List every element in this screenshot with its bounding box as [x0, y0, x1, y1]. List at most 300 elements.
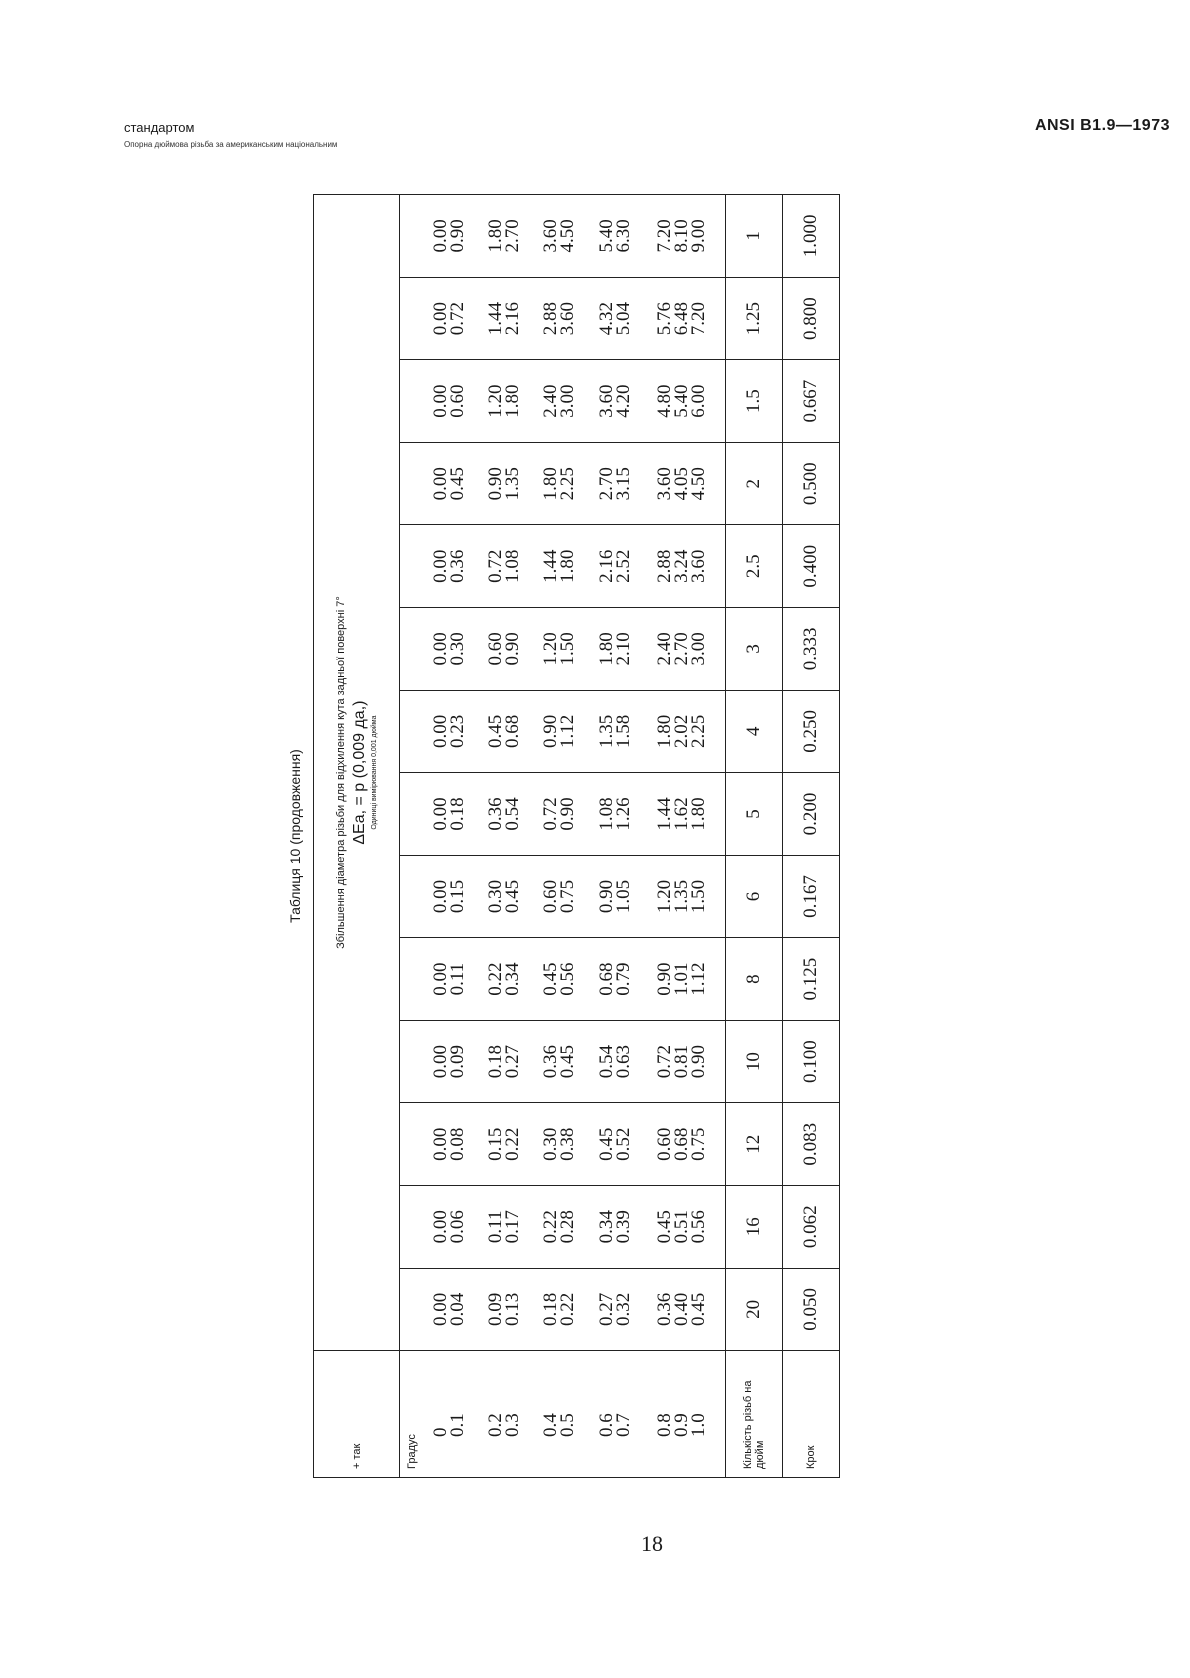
value: 0.52 — [612, 1127, 634, 1161]
value: 1.26 — [612, 797, 634, 831]
value: 1.35 — [502, 467, 524, 501]
value: 4.32 — [595, 301, 617, 336]
value: 0.34 — [595, 1210, 617, 1244]
spacer-cell — [717, 1186, 726, 1269]
value-cell — [536, 690, 583, 773]
threads-value: 2 — [726, 442, 783, 525]
spacer-cell — [400, 773, 426, 856]
value: 0.90 — [654, 962, 676, 996]
degree-value: 0.1 — [447, 1413, 469, 1437]
degree-value: 0 — [430, 1427, 452, 1437]
spacer-cell — [583, 938, 591, 1021]
value: 8.10 — [671, 219, 693, 253]
value: 1.08 — [595, 797, 617, 831]
page-number: 18 — [641, 1531, 663, 1556]
value: 0.38 — [557, 1127, 579, 1161]
value: 3.60 — [540, 219, 562, 253]
value: 1.62 — [671, 797, 693, 831]
value-cell — [591, 277, 638, 360]
spacer-cell — [528, 1351, 536, 1478]
spacer-cell — [583, 442, 591, 525]
degree-cell — [426, 1351, 473, 1478]
value-cell — [591, 690, 638, 773]
value: 6.48 — [671, 301, 693, 336]
value: 0.60 — [540, 879, 562, 914]
spacer-cell — [717, 773, 726, 856]
value: 1.80 — [502, 384, 524, 418]
spacer-cell — [583, 690, 591, 773]
value: 0.15 — [447, 879, 469, 914]
degree-value: 1.0 — [688, 1413, 710, 1437]
value: 1.08 — [502, 549, 524, 583]
value: 0.90 — [540, 714, 562, 749]
value-cell — [426, 1103, 473, 1186]
value: 0.00 — [430, 1292, 452, 1326]
value-cell — [646, 938, 717, 1021]
spacer-cell — [400, 1103, 426, 1186]
value: 5.04 — [612, 301, 634, 336]
spacer-cell — [583, 608, 591, 691]
value: 2.52 — [612, 549, 634, 583]
value: 0.34 — [502, 962, 524, 996]
value: 1.12 — [557, 714, 579, 749]
value-cell — [591, 1020, 638, 1103]
spacer-cell — [717, 195, 726, 278]
spacer-cell — [400, 360, 426, 443]
spacer-cell — [717, 1268, 726, 1351]
value: 1.80 — [688, 797, 710, 831]
value: 2.40 — [654, 632, 676, 666]
spacer-cell — [473, 938, 481, 1021]
value: 0.45 — [595, 1127, 617, 1161]
table-caption: Таблиця 10 (продовження) — [287, 749, 303, 923]
value-cell — [591, 195, 638, 278]
value: 0.75 — [688, 1127, 710, 1161]
pitch-row — [783, 195, 840, 1478]
value: 0.36 — [654, 1292, 676, 1326]
value: 1.44 — [485, 301, 507, 336]
value: 3.60 — [557, 301, 579, 336]
value: 0.00 — [430, 549, 452, 583]
spacer-cell — [717, 277, 726, 360]
spacer-cell — [717, 442, 726, 525]
spacer-cell — [717, 1103, 726, 1186]
value: 0.22 — [485, 962, 507, 996]
spacer-cell — [717, 1351, 726, 1478]
value: 0.06 — [447, 1210, 469, 1244]
value-cell — [426, 1186, 473, 1269]
spacer-cell — [528, 277, 536, 360]
value: 1.35 — [671, 879, 693, 914]
value: 0.00 — [430, 1210, 452, 1244]
value: 0.00 — [430, 384, 452, 418]
spacer-cell — [400, 1186, 426, 1269]
pitch-value: 0.062 — [783, 1186, 840, 1269]
spacer-cell — [528, 360, 536, 443]
value: 0.72 — [654, 1045, 676, 1079]
value-cell — [646, 773, 717, 856]
spacer-cell — [400, 442, 426, 525]
value-cell — [481, 690, 528, 773]
threads-label: Кількість різьб на дюйм — [726, 1351, 783, 1478]
spacer-cell — [528, 525, 536, 608]
value: 0.00 — [430, 1045, 452, 1079]
value-cell — [481, 608, 528, 691]
value: 0.51 — [671, 1210, 693, 1244]
spacer-cell — [638, 773, 646, 856]
main-header-units: Одиниці вимірювання 0,001 дюйма — [371, 715, 378, 830]
value-cell — [536, 855, 583, 938]
value-cell — [426, 938, 473, 1021]
value-cell — [646, 1186, 717, 1269]
threads-value: 2.5 — [726, 525, 783, 608]
degree-value: 0.9 — [671, 1413, 693, 1437]
value-cell — [481, 1268, 528, 1351]
pitch-value: 0.050 — [783, 1268, 840, 1351]
value: 0.00 — [430, 467, 452, 501]
degree-group-row — [426, 195, 473, 1478]
degree-value: 0.4 — [540, 1413, 562, 1437]
degree-value: 0.2 — [485, 1413, 507, 1437]
value: 1.80 — [485, 219, 507, 253]
spacer-cell — [638, 195, 646, 278]
value: 0.90 — [557, 797, 579, 831]
value: 3.15 — [612, 467, 634, 501]
value-cell — [591, 773, 638, 856]
value-cell — [536, 608, 583, 691]
degree-value: 0.7 — [612, 1413, 634, 1437]
value: 5.76 — [654, 301, 676, 336]
value: 0.30 — [447, 632, 469, 666]
value-cell — [646, 608, 717, 691]
spacer-cell — [528, 195, 536, 278]
threads-value: 4 — [726, 690, 783, 773]
spacer-cell — [638, 938, 646, 1021]
value-cell — [481, 1020, 528, 1103]
value: 1.80 — [557, 549, 579, 583]
value-cell — [426, 1268, 473, 1351]
value-cell — [426, 442, 473, 525]
value: 0.36 — [485, 797, 507, 831]
value: 0.00 — [430, 962, 452, 996]
spacer-cell — [473, 773, 481, 856]
value: 2.25 — [688, 714, 710, 749]
value-cell — [536, 1103, 583, 1186]
value: 0.54 — [595, 1045, 617, 1079]
value: 1.58 — [612, 714, 634, 749]
spacer-cell — [717, 360, 726, 443]
value: 2.40 — [540, 384, 562, 418]
value: 0.79 — [612, 962, 634, 996]
value-cell — [646, 690, 717, 773]
degree-cell — [536, 1351, 583, 1478]
threads-value: 20 — [726, 1268, 783, 1351]
value-cell — [591, 360, 638, 443]
value-cell — [481, 360, 528, 443]
value: 0.00 — [430, 219, 452, 253]
value-cell — [591, 608, 638, 691]
value: 0.60 — [485, 632, 507, 666]
spacer-cell — [583, 1020, 591, 1103]
pitch-value: 0.100 — [783, 1020, 840, 1103]
value-cell — [536, 525, 583, 608]
value-cell — [426, 773, 473, 856]
threads-value: 3 — [726, 608, 783, 691]
value: 0.13 — [502, 1292, 524, 1326]
spacer-cell — [400, 690, 426, 773]
value: 0.40 — [671, 1292, 693, 1326]
value-cell — [426, 690, 473, 773]
value: 0.22 — [557, 1292, 579, 1326]
value-cell — [481, 195, 528, 278]
degree-value: 0.6 — [595, 1413, 617, 1437]
value: 0.68 — [502, 714, 524, 749]
value-cell — [536, 773, 583, 856]
value: 0.60 — [654, 1127, 676, 1161]
value: 0.00 — [430, 301, 452, 336]
value: 0.18 — [540, 1292, 562, 1326]
standard-code: ANSI B1.9—1973 — [1034, 117, 1170, 134]
value-cell — [536, 1186, 583, 1269]
value: 4.50 — [557, 219, 579, 253]
spacer-cell — [473, 525, 481, 608]
value: 0.18 — [447, 797, 469, 831]
pitch-value: 0.667 — [783, 360, 840, 443]
value: 0.72 — [540, 797, 562, 831]
value: 0.90 — [688, 1045, 710, 1079]
pitch-value: 0.500 — [783, 442, 840, 525]
value: 1.50 — [688, 879, 710, 914]
value: 4.80 — [654, 384, 676, 418]
degree-group-row — [481, 195, 528, 1478]
degree-label: Градус — [400, 1351, 426, 1478]
value: 0.90 — [447, 219, 469, 253]
spacer-cell — [638, 360, 646, 443]
value: 1.44 — [540, 549, 562, 583]
value: 0.60 — [447, 384, 469, 418]
spacer-cell — [400, 525, 426, 608]
spacer-cell — [473, 608, 481, 691]
spacer-cell — [583, 1268, 591, 1351]
threads-value: 1.25 — [726, 277, 783, 360]
spacer-cell — [473, 360, 481, 443]
spacer-cell — [638, 1268, 646, 1351]
value: 0.11 — [485, 1210, 507, 1244]
spacer-cell — [717, 525, 726, 608]
spacer-cell — [583, 855, 591, 938]
threads-value: 1.5 — [726, 360, 783, 443]
spacer-cell — [528, 1268, 536, 1351]
value: 3.00 — [557, 384, 579, 418]
value-cell — [646, 442, 717, 525]
value: 0.72 — [447, 301, 469, 336]
value-cell — [646, 360, 717, 443]
value-cell — [536, 1020, 583, 1103]
spacer-cell — [528, 608, 536, 691]
spacer-cell — [400, 938, 426, 1021]
value: 0.45 — [485, 714, 507, 749]
value: 1.80 — [540, 467, 562, 501]
value-cell — [426, 525, 473, 608]
pitch-value: 0.200 — [783, 773, 840, 856]
header-subtitle: Опорна дюймова різьба за американським національним — [124, 140, 338, 149]
value: 0.30 — [485, 879, 507, 914]
value: 0.68 — [671, 1127, 693, 1161]
value: 4.50 — [688, 467, 710, 501]
value-cell — [536, 277, 583, 360]
value: 0.00 — [430, 714, 452, 749]
value: 0.27 — [595, 1292, 617, 1326]
value: 3.00 — [688, 632, 710, 666]
spacer-cell — [717, 690, 726, 773]
value: 3.60 — [688, 549, 710, 583]
pitch-label: Крок — [783, 1351, 840, 1478]
value-cell — [646, 1103, 717, 1186]
value-cell — [591, 1268, 638, 1351]
value: 0.68 — [595, 962, 617, 996]
value-cell — [536, 938, 583, 1021]
spacer-cell — [717, 1020, 726, 1103]
degree-value: 0.8 — [654, 1413, 676, 1437]
value-cell — [481, 442, 528, 525]
value: 0.45 — [540, 962, 562, 996]
spacer-cell — [528, 690, 536, 773]
value: 4.20 — [612, 384, 634, 418]
value: 7.20 — [654, 219, 676, 253]
value: 5.40 — [595, 219, 617, 253]
value: 1.20 — [485, 384, 507, 418]
spacer-cell — [583, 773, 591, 856]
spacer-cell — [638, 1351, 646, 1478]
main-header-formula: ΔEa, = p (0,009 да,) — [351, 700, 368, 845]
degree-cell — [646, 1351, 717, 1478]
degree-group-row — [646, 195, 717, 1478]
degree-group-row — [591, 195, 638, 1478]
value: 0.36 — [540, 1045, 562, 1079]
spacer-cell — [528, 773, 536, 856]
main-header-cell — [314, 195, 400, 1351]
value: 2.88 — [540, 301, 562, 336]
pitch-value: 0.083 — [783, 1103, 840, 1186]
spacer-cell — [583, 1186, 591, 1269]
value: 0.00 — [430, 797, 452, 831]
value: 0.00 — [430, 1127, 452, 1161]
value: 0.18 — [485, 1045, 507, 1079]
spacer-cell — [638, 608, 646, 691]
value: 9.00 — [688, 219, 710, 253]
threads-value: 16 — [726, 1186, 783, 1269]
threads-value: 12 — [726, 1103, 783, 1186]
value: 1.35 — [595, 714, 617, 749]
threads-value: 6 — [726, 855, 783, 938]
value: 0.90 — [485, 467, 507, 501]
value-cell — [481, 277, 528, 360]
value: 7.20 — [688, 301, 710, 336]
value-cell — [426, 1020, 473, 1103]
spacer-cell — [473, 277, 481, 360]
value: 0.45 — [688, 1292, 710, 1326]
value-cell — [481, 773, 528, 856]
value-cell — [481, 1186, 528, 1269]
value: 1.44 — [654, 797, 676, 831]
spacer-cell — [583, 1351, 591, 1478]
value: 0.32 — [612, 1292, 634, 1326]
spacer-cell — [400, 277, 426, 360]
value: 0.45 — [557, 1045, 579, 1079]
value: 2.02 — [671, 714, 693, 749]
value: 6.00 — [688, 384, 710, 418]
spacer-cell — [717, 608, 726, 691]
value-cell — [591, 1186, 638, 1269]
degree-value: 0.5 — [557, 1413, 579, 1437]
value-cell — [646, 1268, 717, 1351]
value-cell — [481, 938, 528, 1021]
spacer-cell — [638, 855, 646, 938]
spacer-cell — [638, 1186, 646, 1269]
spacer-cell — [583, 525, 591, 608]
data-table — [313, 194, 840, 1478]
spacer-cell — [583, 195, 591, 278]
spacer-cell — [400, 855, 426, 938]
value: 1.80 — [595, 632, 617, 666]
value: 2.16 — [502, 301, 524, 336]
value-cell — [591, 855, 638, 938]
table-body — [400, 195, 726, 1478]
spacer-cell — [583, 1103, 591, 1186]
spacer-cell — [473, 1351, 481, 1478]
value: 0.72 — [485, 549, 507, 583]
spacer-cell — [473, 1020, 481, 1103]
value-cell — [536, 360, 583, 443]
value: 0.54 — [502, 797, 524, 831]
pitch-value: 1.000 — [783, 195, 840, 278]
value-cell — [426, 277, 473, 360]
value: 0.00 — [430, 632, 452, 666]
value: 1.01 — [671, 962, 693, 996]
spacer-cell — [528, 1186, 536, 1269]
value-cell — [536, 442, 583, 525]
value-cell — [591, 525, 638, 608]
value: 0.23 — [447, 714, 469, 749]
spacer-cell — [638, 1103, 646, 1186]
spacer-cell — [638, 525, 646, 608]
spacer-cell — [473, 1103, 481, 1186]
value: 2.10 — [612, 632, 634, 666]
value: 2.25 — [557, 467, 579, 501]
value-cell — [426, 608, 473, 691]
value-cell — [591, 442, 638, 525]
value: 2.16 — [595, 549, 617, 583]
value: 0.90 — [595, 879, 617, 914]
spacer-cell — [638, 1020, 646, 1103]
value: 1.05 — [612, 879, 634, 914]
value: 0.09 — [447, 1045, 469, 1079]
value: 0.36 — [447, 549, 469, 583]
value: 0.09 — [485, 1292, 507, 1326]
spacer-cell — [528, 938, 536, 1021]
spacer-cell — [400, 195, 426, 278]
value-cell — [426, 360, 473, 443]
spacer-cell — [583, 360, 591, 443]
pitch-value: 0.333 — [783, 608, 840, 691]
value: 1.20 — [540, 632, 562, 666]
value: 0.00 — [430, 879, 452, 914]
pitch-value: 0.800 — [783, 277, 840, 360]
pitch-value: 0.167 — [783, 855, 840, 938]
value-cell — [481, 525, 528, 608]
value: 0.45 — [447, 467, 469, 501]
value: 1.20 — [654, 879, 676, 914]
